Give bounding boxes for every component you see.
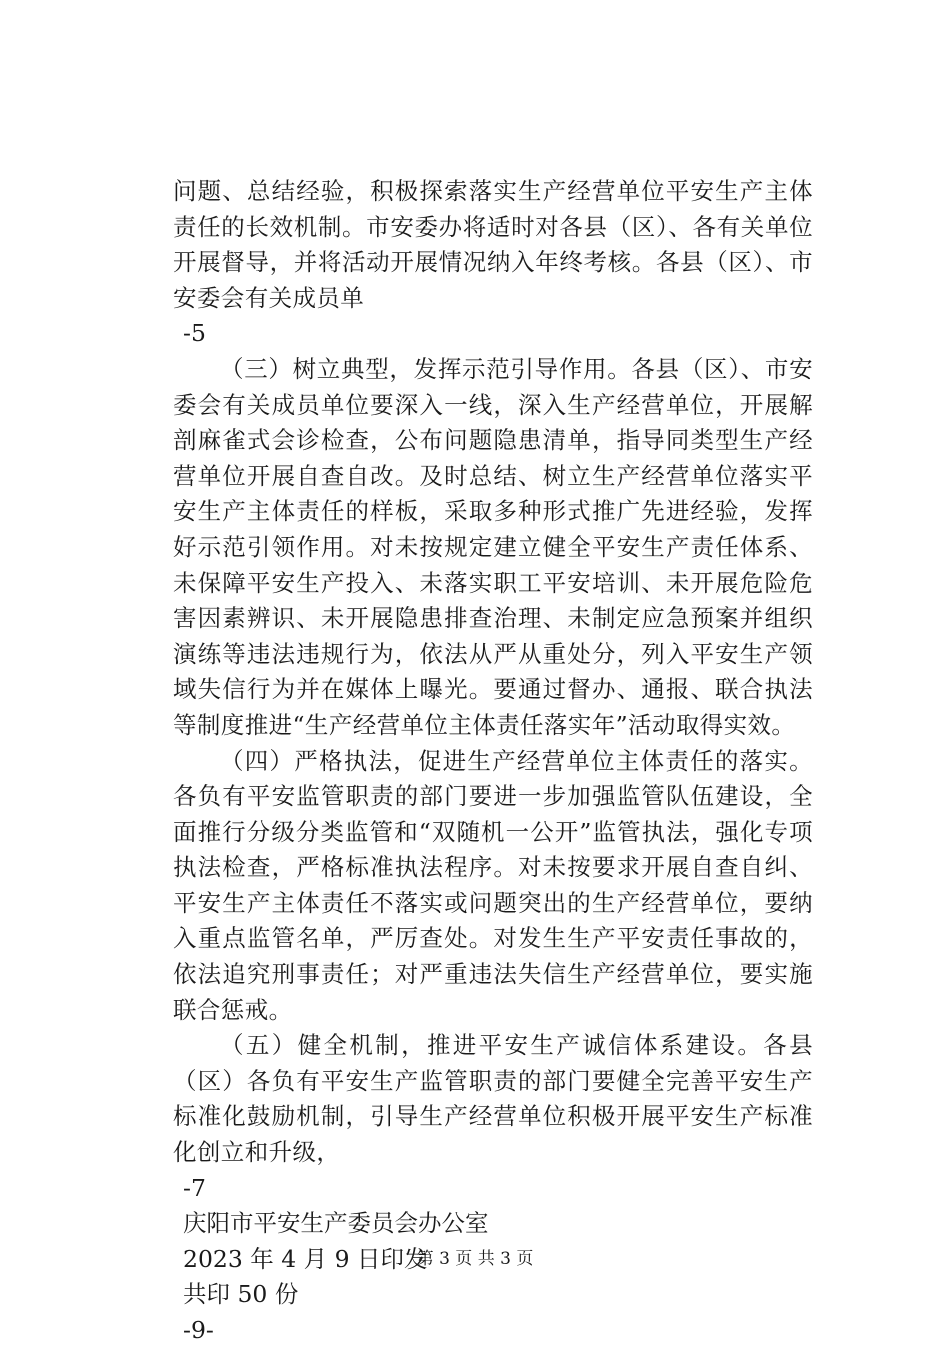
print-date: 2023 年 4 月 9 日印发: [183, 1244, 428, 1273]
document-body: [173, 174, 813, 1349]
paragraph-section-five: （五）健全机制，推进平安生产诚信体系建设。各县（区）各负有平安生产监管职责的部门要健全完善平安生产标准化鼓励机制，引导生产经营单位积极开展平安生产标准化创立和升级，: [173, 1031, 813, 1167]
page-mark: -5: [183, 319, 206, 348]
paragraph-section-three: （三）树立典型，发挥示范引导作用。各县（区）、市安委会有关成员单位要深入一线，深入生产经营单位，开展解剖麻雀式会诊检查，公布问题隐患清单，指导同类型生产经营单位开展自查自改。及时总结、树立生产经营单位落实平安生产主体责任的样板，采取多种形式推广先进经验，发挥好示范引领作用。对未按规定建立健全平安生产责任体系、未保障平安生产投入、未落实职工平安培训、未开展危险危害因素辨识、未开展隐患排查治理、未制定应急预案并组织演练等违法违规行为，依法从严从重处分，列入平安生产领域失信行为并在媒体上曝光。要通过督办、通报、联合执法等制度推进“生产经营单位主体责任落实年”活动取得实效。: [173, 354, 813, 739]
page-footer: 第 3 页 共 3 页: [416, 1249, 534, 1269]
copies-count: 共印 50 份: [183, 1280, 299, 1309]
issuer-name: 庆阳市平安生产委员会办公室: [183, 1209, 489, 1238]
paragraph-continuation: 问题、总结经验，积极探索落实生产经营单位平安生产主体责任的长效机制。市安委办将适时对各县（区）、各有关单位开展督导，并将活动开展情况纳入年终考核。各县（区）、市安委会有关成员单: [173, 177, 813, 312]
page-mark: -9-: [183, 1316, 214, 1344]
page-mark: -7: [183, 1173, 206, 1202]
paragraph-section-four: （四）严格执法，促进生产经营单位主体责任的落实。各负有平安监管职责的部门要进一步加强监管队伍建设，全面推行分级分类监管和“双随机一公开”监管执法，强化专项执法检查，严格标准执法程序。对未按要求开展自查自纠、平安生产主体责任不落实或问题突出的生产经营单位，要纳入重点监管名单，严厉查处。对发生生产平安责任事故的，依法追究刑事责任；对严重违法失信生产经营单位，要实施联合惩戒。: [173, 746, 813, 1024]
